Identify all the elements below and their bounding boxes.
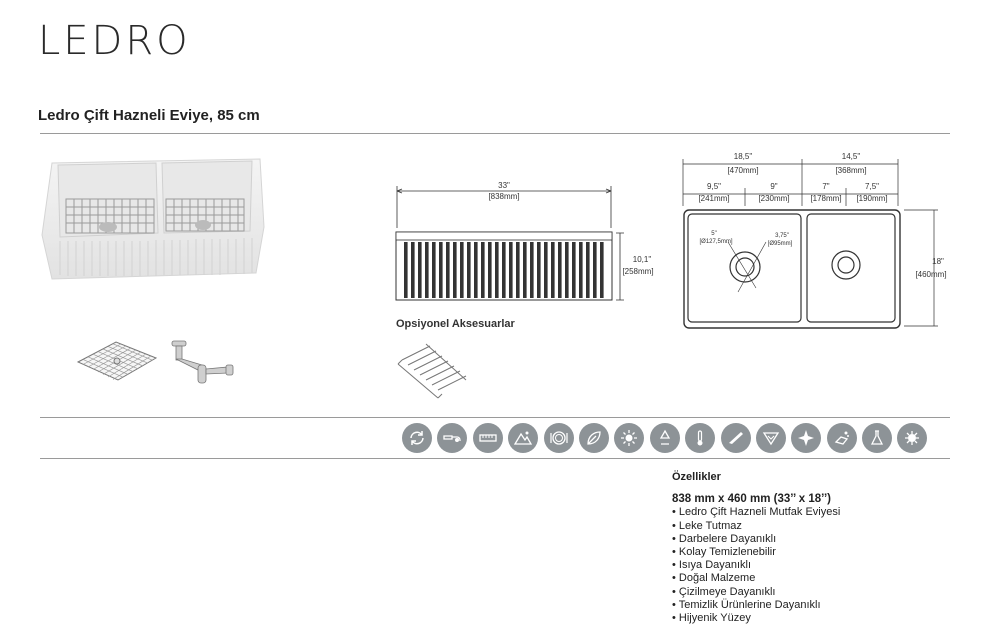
dim-b-mm: [230mm] — [758, 194, 790, 203]
sparkle-icon — [791, 423, 821, 453]
spec-item: • Temizlik Ürünlerine Dayanıklı — [672, 598, 821, 611]
knife-icon — [721, 423, 751, 453]
faucet-icon — [437, 423, 467, 453]
spec-item: • Isıya Dayanıklı — [672, 559, 752, 572]
depth-mm: [460mm] — [915, 270, 947, 279]
sink-photo — [38, 155, 268, 280]
bacteria-icon — [897, 423, 927, 453]
spec-item: • Hijyenik Yüzey — [672, 612, 751, 625]
right-bowl-in: 14,5" — [841, 152, 861, 161]
ruler-icon — [473, 423, 503, 453]
spec-item: • Ledro Çift Hazneli Mutfak Eviyesi — [672, 506, 841, 519]
shield-icon — [756, 423, 786, 453]
front-view-drawing — [392, 176, 662, 306]
spec-item: • Kolay Temizlenebilir — [672, 546, 776, 559]
drain-inner-mm: [Ø95mm] — [767, 241, 793, 247]
left-bowl-in: 18,5" — [733, 152, 753, 161]
siphon-accessory-image — [170, 337, 235, 389]
leaf-icon — [579, 423, 609, 453]
recycle-icon — [650, 423, 680, 453]
grid-accessory-image — [76, 340, 158, 382]
rack-accessory-image — [396, 340, 476, 400]
left-bowl-mm: [470mm] — [727, 166, 759, 175]
plate-icon — [544, 423, 574, 453]
drain-inner-in: 3,75" — [775, 233, 789, 239]
flask-icon — [862, 423, 892, 453]
mountain-icon — [508, 423, 538, 453]
dim-c-in: 7" — [822, 182, 830, 191]
sun-icon — [614, 423, 644, 453]
right-bowl-mm: [368mm] — [835, 166, 867, 175]
thermometer-icon — [685, 423, 715, 453]
divider-bottom — [40, 458, 950, 459]
drain-outer-mm: [Ø127,5mm] — [699, 239, 733, 245]
accessories-title: Opsiyonel Aksesuarlar — [396, 318, 515, 330]
spec-item: • Darbelere Dayanıklı — [672, 532, 777, 545]
spec-item: • Doğal Malzeme — [672, 572, 756, 585]
brand-logo: LEDRO — [38, 18, 191, 64]
spec-item: • Çizilmeye Dayanıklı — [672, 585, 776, 598]
front-width-mm: [838mm] — [488, 192, 520, 201]
rotate-icon — [402, 423, 432, 453]
product-subtitle: Ledro Çift Hazneli Eviye, 85 cm — [38, 107, 260, 124]
hand-clean-icon — [827, 423, 857, 453]
specs-dimensions: 838 mm x 460 mm (33’’ x 18’’) — [672, 493, 831, 506]
spec-item: • Leke Tutmaz — [672, 519, 742, 532]
front-height-in: 10,1" — [632, 255, 652, 264]
dim-a-in: 9,5" — [707, 182, 721, 191]
specs-heading: Özellikler — [672, 471, 721, 483]
front-width-in: 33" — [498, 181, 510, 190]
drain-outer-in: 5" — [711, 231, 717, 237]
front-flutes — [404, 242, 604, 298]
divider-top — [40, 133, 950, 134]
top-view-drawing — [676, 148, 956, 336]
dim-c-mm: [178mm] — [810, 194, 842, 203]
depth-in: 18" — [932, 257, 944, 266]
feature-icons-row — [402, 423, 927, 453]
divider-mid — [40, 417, 950, 418]
dim-d-mm: [190mm] — [856, 194, 888, 203]
front-height-mm: [258mm] — [622, 267, 654, 276]
specs-panel — [672, 471, 840, 625]
dim-d-in: 7,5" — [865, 182, 879, 191]
dim-a-mm: [241mm] — [698, 194, 730, 203]
dim-b-in: 9" — [770, 182, 778, 191]
